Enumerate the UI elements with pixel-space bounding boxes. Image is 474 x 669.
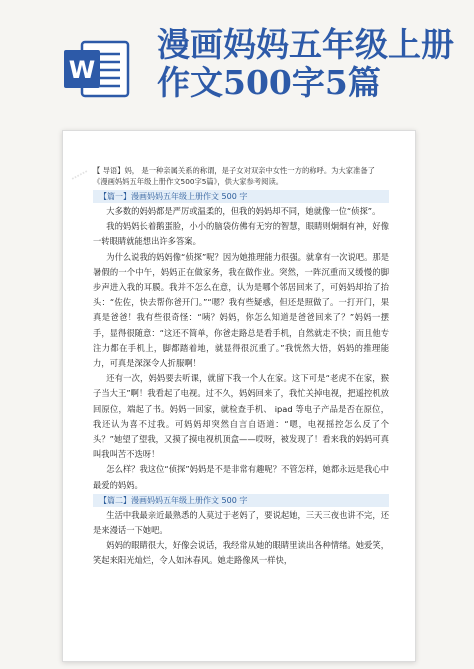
paragraph: 生活中我最亲近最熟悉的人莫过于老妈了，要说起她，三天三夜也讲不完，还是来漫话一下她吧。	[93, 509, 389, 536]
document-body	[93, 165, 389, 569]
intro-text: 【 导语】妈， 是一种亲属关系的称谓，是子女对双亲中女性一方的称呼。为大家准备了《漫画妈妈五年级上册作文500字5篇》，供大家参考阅读。	[93, 166, 375, 186]
paragraph: 还有一次，妈妈要去听课，就留下我一个人在家。这下可是“老虎不在家，猴子当大王”啊！我看起了电视。过不久，妈妈回来了，我忙关掉电视，把遥控机放回原位，端起了书。妈妈一回家，就检查手机、 ipad 等电子产品是否在原位，我还认为喜不过我。可妈妈却突然自言自语道：“嗯，电视摇控怎么反了个头？”她望了望我，又摸了摸电视机顶盒——哎呀，被发现了！看来我的妈妈可真叫我叫苦不迭呀！	[93, 373, 389, 460]
paragraph: 妈妈的眼睛很大，好像会说话，我经常从她的眼睛里读出各种情绪。她爱笑，笑起来阳光灿烂，令人如沐春风。她走路像风一样快，	[93, 540, 389, 566]
paragraph: 怎么样？我这位“侦探”妈妈是不是非常有趣呢？不管怎样，她都永远是我心中最爱的妈妈。	[93, 464, 389, 490]
paragraph: 我的妈妈长着鹅蛋脸，小小的脑袋仿佛有无穷的智慧，眼睛则炯炯有神，好像一转眼睛就能想出许多答案。	[93, 221, 389, 247]
section-heading: 【篇二】漫画妈妈五年级上册作文 500 字	[93, 494, 389, 507]
section-heading: 【篇一】漫画妈妈五年级上册作文 500 字	[93, 190, 389, 203]
watermark: ⋯⋯	[69, 167, 91, 185]
svg-text:W: W	[68, 56, 96, 84]
page-title: 漫画妈妈五年级上册作文500字5篇	[157, 25, 454, 102]
word-icon	[62, 38, 132, 100]
header	[0, 0, 474, 120]
paragraph: 大多数的妈妈都是严厉或温柔的，但我的妈妈却不同，她就像一位“侦探”。	[106, 206, 381, 216]
document-page	[62, 130, 416, 662]
paragraph: 为什么说我的妈妈像“侦探”呢？因为她推理能力很强。就拿有一次说吧。那是暑假的一个中午，妈妈正在做家务，我在做作业。突然，一阵沉重而又缓慢的脚步声进入我的耳膜。我并不怎么在意，认为是哪个邻居回来了，可妈妈却抬了抬头：“佐佐，快去帮你爸开门。”“嗯？我有些疑惑，但还是照做了。一打开门，果真是爸爸！我有些很奇怪：“咦？妈妈，你怎么知道是爸爸回来了？”妈妈一摆手，显得很随意：“这还不简单，你爸走路总是看手机，自然就走不快；而且他专注力都在手机上，脚都踏着地，就显得很沉重了。”我恍然大悟，妈妈的推理能力，可真是深深令人折服啊！	[93, 251, 389, 369]
